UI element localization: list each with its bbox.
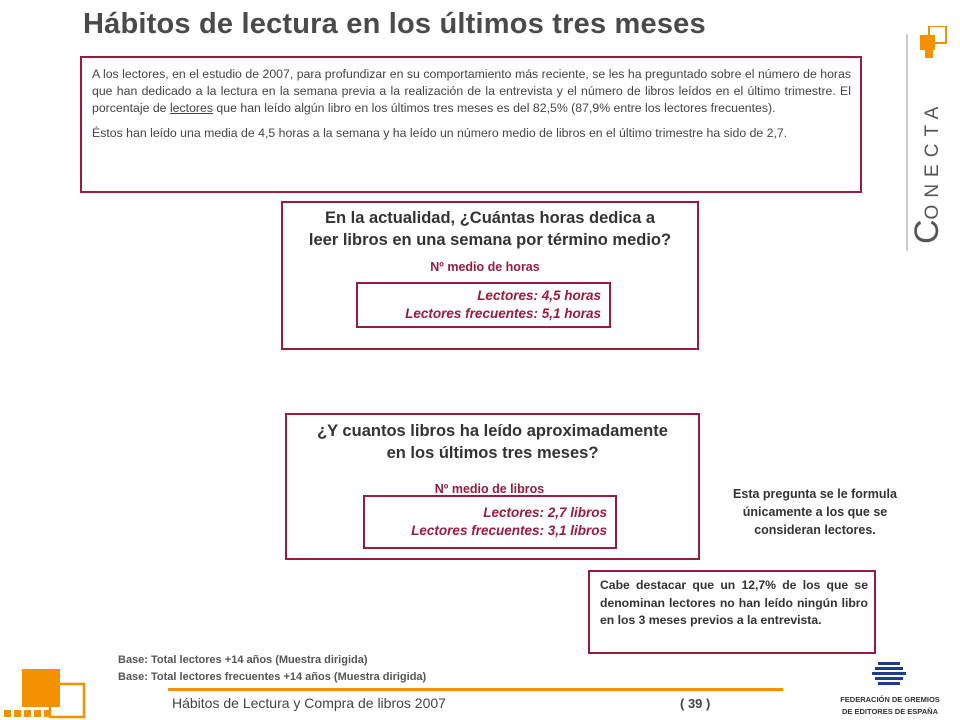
hours-subtitle: Nº medio de horas xyxy=(430,260,540,274)
footer-square-big xyxy=(22,669,60,707)
conecta-rest: ONECTA xyxy=(922,99,943,220)
footer-dot xyxy=(24,710,31,717)
page-title: Hábitos de lectura en los últimos tres meses xyxy=(83,8,706,40)
intro-paragraph-2: Éstos han leído una media de 4,5 horas a la semana y ha leído un número medio de libros en el último trimestre ha sido de 2,7. xyxy=(92,126,788,140)
footer-dot xyxy=(34,710,41,717)
question-hours-box xyxy=(281,201,699,350)
conecta-initial: C xyxy=(908,219,946,244)
intro-paragraph-1: A los lectores, en el estudio de 2007, para profundizar en su comportamiento más reciente, se les ha preguntado sobre el número de horas que han dedicado a la lectura en la semana previa a la realización de la entrevista y el número de libros leídos en el último trimestre. El porcentaje de lectores que han leído algún libro en los últimos tres meses es del 82,5% (87,9% entre los lectores frecuentes). xyxy=(92,67,851,115)
question-hours-title: En la actualidad, ¿Cuántas horas dedica a leer libros en una semana por término medio? xyxy=(308,209,672,249)
books-subtitle: Nº medio de libros xyxy=(434,482,545,496)
highlight-callout: Cabe destacar que un 12,7% de los que se denominan lectores no han leído ningún libro en los 3 meses previos a la entrevista. xyxy=(588,570,876,654)
hours-result-box: Lectores: 4,5 horas Lectores frecuentes: 5,1 horas xyxy=(356,282,611,328)
lectores-link: lectores xyxy=(169,101,213,115)
federation-name-1: FEDERACIÓN DE GREMIOS xyxy=(840,695,940,704)
conecta-square-fill xyxy=(920,35,935,50)
conecta-logo xyxy=(895,26,955,256)
footer-divider xyxy=(168,688,783,691)
books-result-box: Lectores: 2,7 libros Lectores frecuentes: 3,1 libros xyxy=(363,495,617,549)
footer-squares-logo xyxy=(0,655,95,720)
question-books-box xyxy=(285,413,700,560)
footer-dot xyxy=(4,710,11,717)
svg-text:CONECTA xyxy=(908,100,946,244)
question-books-title: ¿Y cuantos libros ha leído aproximadamente en los últimos tres meses? xyxy=(317,422,668,462)
base-note-1: Base: Total lectores +14 años (Muestra dirigida) xyxy=(118,654,368,666)
intro-box xyxy=(80,56,862,193)
federation-name-2: DE EDITORES DE ESPAÑA xyxy=(842,707,938,716)
page-number: ( 39 ) xyxy=(680,696,711,711)
federation-logo xyxy=(810,660,960,720)
federation-emblem-icon xyxy=(872,662,906,685)
base-note-2: Base: Total lectores frecuentes +14 años (Muestra dirigida) xyxy=(118,671,427,683)
footer-dot xyxy=(44,710,51,717)
report-title: Hábitos de Lectura y Compra de libros 2007 xyxy=(172,695,446,711)
conecta-square-small xyxy=(925,50,933,58)
question-note: Esta pregunta se le formula únicamente a los que se consideran lectores. xyxy=(733,487,897,537)
footer-dot xyxy=(14,710,21,717)
